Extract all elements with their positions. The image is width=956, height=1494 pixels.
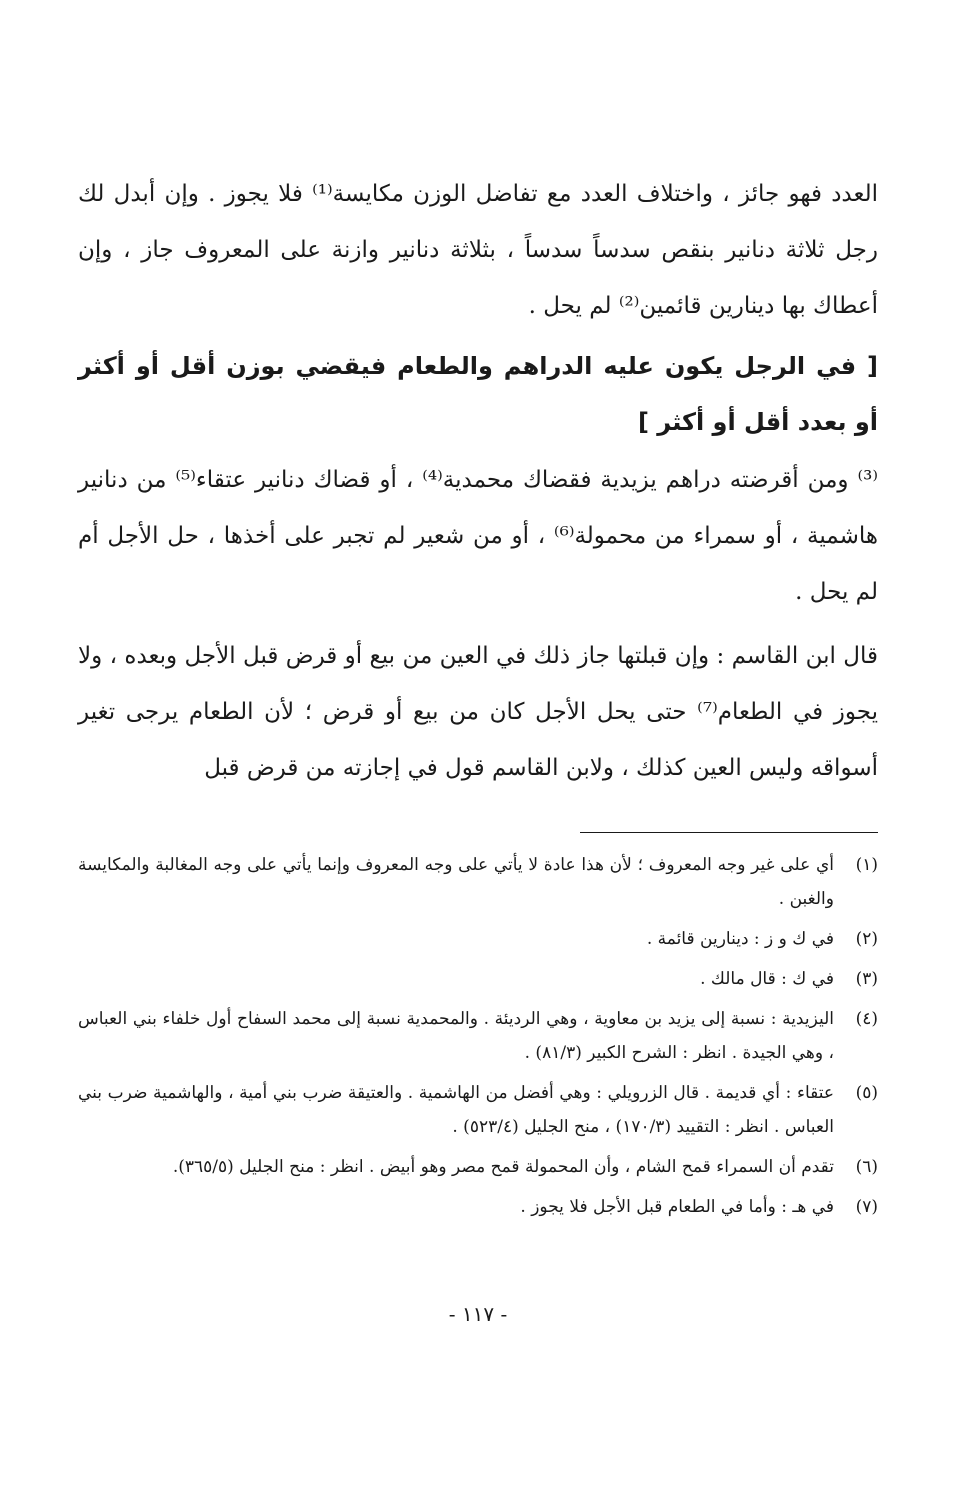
page-number: - ١١٧ - (448, 1302, 508, 1326)
footnote-text: تقدم أن السمراء قمح الشام ، وأن المحمولة قمح مصر وهو أبيض . انظر : منح الجليل (٣٦٥/٥). (172, 1157, 834, 1177)
footnote-text: أي على غير وجه المعروف ؛ لأن هذا عادة لا يأتي على وجه المعروف وإنما يأتي على وجه المغالبة والمكايسة والغبن . (78, 855, 834, 909)
footnote-item (78, 922, 878, 956)
footnote-item (78, 848, 878, 916)
footnote-item (78, 1076, 878, 1144)
footnote-text: في ك و ز : دينارين قائمة . (646, 929, 834, 949)
footnote-text: في ك : قال مالك . (700, 969, 834, 989)
paragraph-qard: ⁽³⁾ ومن أقرضته دراهم يزيدية فقضاك محمدية⁽⁴⁾ ، أو قضاك دنانير عتقاء⁽⁵⁾ من دنانير هاشمية ، أو سمراء من محمولة⁽⁶⁾ ، أو من شعير لم تجبر على أخذها ، حل الأجل أم لم يحل . (78, 467, 879, 605)
footnote-number: (٦) (855, 1157, 878, 1177)
paragraph-ibn-al-qasim: قال ابن القاسم : وإن قبلتها جاز ذلك في العين من بيع أو قرض قبل الأجل وبعده ، ولا يجوز في الطعام⁽⁷⁾ حتى يحل الأجل كان من بيع أو قرض ؛ لأن الطعام يرجى تغير أسواقه وليس العين كذلك ، ولابن القاسم قول في إجازته من قرض قبل (78, 643, 878, 781)
footnote-number: (٢) (855, 929, 878, 949)
footnote-number: (٣) (855, 969, 878, 989)
footnote-item (78, 1190, 878, 1224)
footnote-number: (٥) (855, 1083, 878, 1103)
footnote-text: اليزيدية : نسبة إلى يزيد بن معاوية ، وهي الرديئة . والمحمدية نسبة إلى محمد السفاح أول خلفاء بني العباس ، وهي الجيدة . انظر : الشرح الكبير (٨١/٣) . (78, 1009, 834, 1063)
footnote-item (78, 962, 878, 996)
footnote-item (78, 1150, 878, 1184)
footnote-number: (٤) (855, 1009, 878, 1029)
footnote-text: في هـ : وأما في الطعام قبل الأجل فلا يجوز . (520, 1197, 834, 1217)
footnote-separator (580, 832, 878, 833)
section-heading: [ في الرجل يكون عليه الدراهم والطعام فيقضي بوزن أقل أو أكثر أو بعدد أقل أو أكثر ] (78, 352, 878, 436)
main-text (78, 166, 878, 796)
footnote-text: عتقاء : أي قديمة . قال الزرويلي : وهي أفضل من الهاشمية . والعتيقة ضرب بني أمية ، والهاشمية ضرب بني العباس . انظر : التقييد (١٧٠/٣) ، منح الجليل (٥٢٣/٤) . (78, 1083, 834, 1137)
footnote-number: (٧) (855, 1197, 878, 1217)
footnote-item (78, 1002, 878, 1070)
footnote-number: (١) (855, 855, 878, 875)
footnotes (78, 848, 878, 1230)
paragraph-opening: العدد فهو جائز ، واختلاف العدد مع تفاضل الوزن مكايسة⁽¹⁾ فلا يجوز . وإن أبدل لك رجل ثلاثة دنانير بنقص سدساً سدساً ، بثلاثة دنانير وازنة على المعروف جاز ، وإن أعطاك بها دينارين قائمين⁽²⁾ لم يحل . (78, 181, 878, 319)
